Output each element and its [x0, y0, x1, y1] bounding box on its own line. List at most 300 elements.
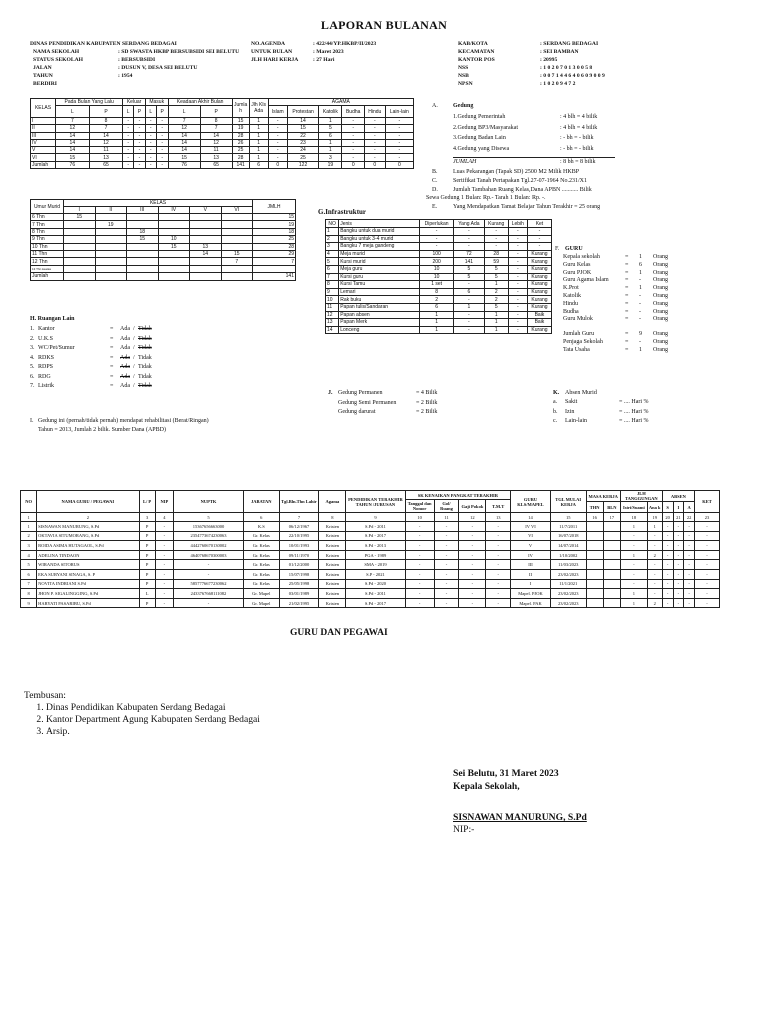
- infra-cell: 6: [454, 288, 485, 296]
- infra-cell: 2: [420, 296, 454, 304]
- guru-item-count: 1: [639, 269, 642, 276]
- ruangan-item-name: RDG: [38, 373, 51, 380]
- age-cell: 14: [190, 250, 222, 257]
- students-cell: III: [31, 132, 56, 139]
- col-sub: A: [684, 502, 695, 513]
- staff-cell: -: [405, 531, 434, 541]
- infra-cell: Rak buku: [339, 296, 420, 304]
- guru-item-count: -: [639, 316, 641, 323]
- absen-item: [553, 418, 703, 428]
- col-sub: Istri/Suami: [620, 502, 647, 513]
- col-religion: Islam: [268, 106, 287, 118]
- students-cell: 14: [287, 118, 318, 125]
- students-cell: 141: [232, 161, 249, 168]
- age-cell: 15: [221, 250, 253, 257]
- students-cell: -: [145, 139, 156, 146]
- ruangan-item-eq: =: [110, 345, 114, 351]
- jgedung-item: [338, 390, 498, 400]
- infra-cell: -: [508, 326, 527, 334]
- infra-cell: -: [527, 235, 551, 243]
- age-cell: [127, 265, 159, 272]
- infra-cell: 1: [326, 228, 339, 236]
- staff-cell: P: [139, 569, 155, 579]
- age-cell: [64, 243, 96, 250]
- age-row: [31, 221, 296, 228]
- students-cell: -: [268, 125, 287, 132]
- col-keluar: Keluar: [123, 99, 145, 106]
- infra-cell: -: [508, 250, 527, 258]
- col-agama: Agama: [319, 491, 346, 513]
- students-cell: -: [364, 154, 385, 161]
- students-table-wrap: [30, 98, 414, 169]
- infra-cell: Kurang: [527, 250, 551, 258]
- students-cell: -: [156, 125, 168, 132]
- col-religion: Protestan: [287, 106, 318, 118]
- gedung-label: A.: [432, 103, 438, 109]
- guru-pegawai-title: GURU DAN PEGAWAI: [290, 628, 388, 638]
- infra-row: [326, 303, 552, 311]
- ruangan-item-ada: Ada: [120, 326, 130, 332]
- staff-cell: -: [486, 589, 511, 599]
- staff-head-row: [21, 491, 720, 500]
- gedung-item-value: : 4 blh = 4 bilik: [560, 114, 598, 120]
- gedung-b-text: Luas Pekarangan (Tapak SD) 2500 M2 Milik HKBP: [453, 169, 580, 175]
- staff-cell: I: [511, 579, 551, 589]
- guru-item-eq: =: [625, 300, 629, 307]
- students-cell: 14: [168, 132, 200, 139]
- age-cell: [95, 250, 127, 257]
- students-cell: -: [145, 125, 156, 132]
- infra-cell: 1: [420, 326, 454, 334]
- infra-head-cell: Jenis: [339, 220, 420, 228]
- staff-cell: Gr. Kelas: [244, 531, 280, 541]
- students-cell: -: [364, 147, 385, 154]
- infra-cell: -: [508, 281, 527, 289]
- staff-cell: -: [459, 569, 486, 579]
- infra-cell: Kurang: [527, 281, 551, 289]
- staff-cell: -: [459, 550, 486, 560]
- staff-cell: SISNAWAN MANURUNG, S.Pd: [37, 522, 139, 532]
- students-cell: 0: [364, 161, 385, 168]
- students-cell: -: [134, 125, 146, 132]
- staff-cell: 14/07/2014: [550, 541, 586, 551]
- ruangan-item-ada: Ada: [120, 354, 130, 361]
- guru-item: [563, 254, 675, 262]
- staff-cell: 2: [647, 598, 662, 608]
- students-cell: 1: [249, 118, 268, 125]
- students-cell: -: [145, 161, 156, 168]
- students-cell: -: [145, 154, 156, 161]
- staff-cell: Gr. Mapel: [244, 589, 280, 599]
- staff-cell: [603, 541, 620, 551]
- header-value: : BERSUBSIDI: [118, 57, 156, 63]
- absen-item: [553, 399, 703, 409]
- sign-role: Kepala Sekolah,: [453, 781, 520, 792]
- students-cell: -: [156, 161, 168, 168]
- header-line: [30, 56, 177, 64]
- guru-item-name: Guru PJOK: [563, 269, 592, 276]
- students-row: [31, 147, 414, 154]
- staff-num-cell: 10: [405, 513, 434, 522]
- col-pendidikan: PENDIDIKAN TERAKHIR TAHUN /JURUSAN: [346, 491, 405, 513]
- col-akhir: Keadaan Akhir Bulan: [168, 99, 232, 106]
- staff-num-cell: 14: [511, 513, 551, 522]
- ruangan-item-name: U.K.S: [38, 335, 54, 342]
- staff-cell: -: [684, 560, 695, 570]
- infra-cell: 2: [484, 296, 508, 304]
- students-cell: 24: [287, 147, 318, 154]
- staff-cell: 2354773674230063: [173, 531, 243, 541]
- infra-cell: Kurang: [527, 258, 551, 266]
- students-row: [31, 139, 414, 146]
- staff-cell: -: [684, 579, 695, 589]
- jgedung-item-name: Gedung darurat: [338, 409, 376, 415]
- staff-cell: [586, 579, 603, 589]
- infra-cell: Kursi Tamu: [339, 281, 420, 289]
- students-cell: -: [268, 118, 287, 125]
- students-cell: 19: [319, 161, 342, 168]
- infra-cell: 200: [420, 258, 454, 266]
- age-cell: [64, 258, 96, 265]
- students-row: [31, 132, 414, 139]
- staff-cell: -: [684, 541, 695, 551]
- age-cell: [190, 265, 222, 272]
- students-cell: V: [31, 147, 56, 154]
- guru-item-eq: =: [625, 277, 629, 284]
- students-cell: -: [134, 139, 146, 146]
- staff-cell: -: [673, 550, 684, 560]
- infra-cell: 3: [326, 243, 339, 251]
- infra-cell: 11: [326, 303, 339, 311]
- absen-item-name: Izin: [565, 408, 575, 415]
- infra-head-cell: Kurang: [484, 220, 508, 228]
- staff-cell: -: [405, 579, 434, 589]
- guru-item-unit: Orang: [653, 346, 668, 353]
- staff-cell: [586, 560, 603, 570]
- age-cell: 15: [64, 214, 96, 221]
- infra-cell: Papan tulis/Sandaran: [339, 303, 420, 311]
- staff-cell: [586, 522, 603, 532]
- age-cell: [253, 265, 296, 272]
- staff-cell: 23/02/2023: [550, 589, 586, 599]
- staff-cell: -: [695, 598, 720, 608]
- infra-row: [326, 273, 552, 281]
- ruangan-item-eq: =: [110, 335, 114, 342]
- infra-cell: 4: [326, 250, 339, 258]
- staff-cell: V: [511, 541, 551, 551]
- col-p: P: [156, 106, 168, 118]
- header-label: NO.AGENDA: [251, 41, 286, 47]
- students-cell: 0: [268, 161, 287, 168]
- staff-cell: -: [405, 589, 434, 599]
- students-cell: -: [134, 132, 146, 139]
- students-cell: 15: [232, 118, 249, 125]
- staff-cell: -: [673, 579, 684, 589]
- infra-cell: 100: [420, 250, 454, 258]
- students-cell: 19: [232, 125, 249, 132]
- absen-item-no: c.: [553, 418, 558, 424]
- staff-cell: 3: [21, 541, 37, 551]
- age-cell: [158, 214, 190, 221]
- staff-cell: -: [459, 598, 486, 608]
- infra-cell: 1: [454, 303, 485, 311]
- infra-cell: -: [527, 228, 551, 236]
- col-class: VI: [221, 207, 253, 214]
- age-cell: [158, 250, 190, 257]
- infra-cell: -: [484, 243, 508, 251]
- staff-cell: -: [673, 541, 684, 551]
- col-nuptk: NUPTK: [173, 491, 243, 513]
- staff-cell: -: [684, 522, 695, 532]
- students-cell: 1: [319, 139, 342, 146]
- staff-cell: Kristen: [319, 560, 346, 570]
- col-gol: Gol/ Ruang: [434, 500, 459, 513]
- staff-cell: JHON P. SIGALINGGING, S.Pd: [37, 589, 139, 599]
- staff-cell: -: [155, 522, 173, 532]
- absen-item-value: = .... Hari %: [619, 418, 649, 424]
- students-cell: 7: [56, 118, 90, 125]
- staff-cell: 01/12/2000: [279, 560, 319, 570]
- students-cell: 14: [56, 139, 90, 146]
- staff-cell: -: [662, 541, 673, 551]
- col-no: NO: [21, 491, 37, 513]
- header-value: : 1 0 2 0 7 0 1 3 0 0 5 8: [540, 65, 593, 71]
- staff-cell: -: [155, 569, 173, 579]
- rehab-section: [30, 418, 330, 433]
- staff-cell: -: [673, 589, 684, 599]
- infra-head-cell: Ket: [527, 220, 551, 228]
- staff-cell: -: [155, 589, 173, 599]
- infra-cell: Bangku untuk dua murid: [339, 228, 420, 236]
- staff-cell: S.Pd - 2011: [346, 589, 405, 599]
- age-cell: [127, 243, 159, 250]
- infra-cell: -: [508, 288, 527, 296]
- students-cell: 1: [249, 139, 268, 146]
- infra-cell: 28: [484, 250, 508, 258]
- age-cell: [64, 228, 96, 235]
- staff-cell: 10/01/1993: [279, 541, 319, 551]
- infra-cell: 5: [326, 258, 339, 266]
- header-value: : SERDANG BEDAGAI: [540, 41, 599, 47]
- age-table: [30, 199, 296, 281]
- staff-cell: -: [673, 522, 684, 532]
- header-label: KECAMATAN: [458, 49, 495, 55]
- staff-cell: [586, 531, 603, 541]
- infra-cell: 10: [420, 265, 454, 273]
- staff-cell: 5: [21, 560, 37, 570]
- age-cell: 18: [253, 228, 296, 235]
- staff-num-cell: 18: [620, 513, 647, 522]
- header-school-info: [30, 40, 240, 88]
- guru-item-name: Guru Agama Islam: [563, 277, 609, 284]
- age-row: [31, 236, 296, 243]
- students-cell: 1: [249, 132, 268, 139]
- ruangan-item: [30, 374, 230, 384]
- guru-item: [563, 262, 675, 270]
- staff-cell: SMA - 2019: [346, 560, 405, 570]
- ruangan-item-tidak: Tidak: [138, 364, 152, 370]
- staff-num-cell: 2: [37, 513, 139, 522]
- guru-item-eq: =: [625, 254, 629, 260]
- gedung-title: Gedung: [453, 103, 474, 109]
- students-cell: 8: [89, 118, 123, 125]
- students-cell: 28: [232, 154, 249, 161]
- infra-cell: -: [454, 235, 485, 243]
- absen-item-no: a.: [553, 399, 558, 405]
- staff-cell: Kristen: [319, 579, 346, 589]
- infra-cell: Baik: [527, 311, 551, 319]
- staff-row: [21, 550, 720, 560]
- age-cell: [64, 265, 96, 272]
- age-cell: [95, 228, 127, 235]
- col-class: III: [127, 207, 159, 214]
- staff-cell: P: [139, 560, 155, 570]
- infra-cell: 2: [484, 288, 508, 296]
- staff-num-cell: 15: [550, 513, 586, 522]
- col-absen: ABSEN: [662, 491, 694, 502]
- age-cell: 19: [95, 221, 127, 228]
- staff-cell: 2: [647, 550, 662, 560]
- staff-cell: -: [647, 569, 662, 579]
- staff-num-cell: 17: [603, 513, 620, 522]
- col-masuk: Masuk: [145, 99, 168, 106]
- infra-cell: 13: [326, 319, 339, 327]
- infra-cell: -: [454, 296, 485, 304]
- col-kelas: KELAS: [64, 200, 253, 207]
- ruangan-item: [30, 364, 230, 374]
- age-cell: 11 Thn: [31, 250, 64, 257]
- ruangan-item-tidak: Tidak: [138, 373, 152, 380]
- jgedung-item-value: = 2 Bilik: [416, 409, 438, 415]
- students-head-row: [31, 106, 414, 118]
- staff-cell: Kristen: [319, 531, 346, 541]
- staff-cell: -: [673, 598, 684, 608]
- infra-cell: Kursi murid: [339, 258, 420, 266]
- students-cell: -: [145, 132, 156, 139]
- staff-cell: -: [695, 541, 720, 551]
- students-cell: 28: [232, 132, 249, 139]
- students-cell: 65: [200, 161, 232, 168]
- staff-num-cell: 13: [486, 513, 511, 522]
- gedung-item-name: 4.Gedung yang Disewa: [453, 145, 510, 152]
- staff-cell: Gr. Kelas: [244, 560, 280, 570]
- age-row: [31, 214, 296, 221]
- header-line: [30, 64, 198, 72]
- absen-item-no: b.: [553, 408, 558, 415]
- infra-cell: Kurang: [527, 296, 551, 304]
- signature-name-block: [453, 812, 587, 836]
- col-class: II: [95, 207, 127, 214]
- students-cell: -: [385, 139, 413, 146]
- col-p: P: [134, 106, 146, 118]
- age-cell: [158, 228, 190, 235]
- staff-cell: 8: [21, 589, 37, 599]
- header-value: : 422/44/YP.HKBP/II/2023: [313, 41, 377, 47]
- ruangan-item-eq: =: [110, 354, 114, 361]
- staff-cell: 15/07/1998: [279, 569, 319, 579]
- staff-cell: -: [673, 560, 684, 570]
- students-cell: 6: [249, 161, 268, 168]
- infra-cell: -: [508, 243, 527, 251]
- col-class: V: [190, 207, 222, 214]
- ruangan-item: [30, 336, 230, 346]
- students-cell: 8: [200, 118, 232, 125]
- col-awal: Pada Bulan Yang Lalu: [56, 99, 123, 106]
- tembusan-title: Tembusan:: [24, 690, 66, 701]
- staff-cell: 06/12/1967: [279, 522, 319, 532]
- ruangan-item-sep: /: [133, 373, 135, 380]
- staff-cell: -: [405, 560, 434, 570]
- header-value: : 1 0 2 0 9 4 7 2: [540, 81, 576, 87]
- staff-cell: -: [695, 531, 720, 541]
- guru-item-unit: Orang: [653, 331, 668, 338]
- students-cell: -: [364, 125, 385, 132]
- staff-cell: P: [139, 579, 155, 589]
- age-cell: [64, 250, 96, 257]
- staff-cell: EKA SURYANI SINAGA, S. P: [37, 569, 139, 579]
- staff-cell: [603, 531, 620, 541]
- infra-cell: 72: [454, 250, 485, 258]
- ruangan-item-eq: =: [110, 373, 114, 380]
- students-cell: 12: [200, 139, 232, 146]
- staff-cell: -: [662, 569, 673, 579]
- age-cell: 15: [127, 236, 159, 243]
- age-cell: [221, 273, 253, 280]
- staff-cell: -: [647, 589, 662, 599]
- staff-row: [21, 541, 720, 551]
- age-cell: [95, 265, 127, 272]
- gedung-section: [426, 103, 672, 213]
- students-cell: 14: [200, 132, 232, 139]
- guru-item: [563, 301, 675, 309]
- students-cell: -: [123, 118, 134, 125]
- absen-label: K.: [553, 390, 560, 396]
- students-cell: 1: [319, 147, 342, 154]
- age-cell: 13: [190, 243, 222, 250]
- staff-cell: -: [647, 531, 662, 541]
- students-cell: IV: [31, 139, 56, 146]
- gedung-item: [453, 114, 672, 125]
- staff-cell: -: [684, 550, 695, 560]
- ruangan-item: [30, 326, 230, 336]
- infra-cell: -: [454, 311, 485, 319]
- staff-cell: PGA - 1989: [346, 550, 405, 560]
- ruangan-item-ada: Ada: [120, 364, 130, 370]
- students-cell: 23: [287, 139, 318, 146]
- guru-item-unit: Orang: [653, 277, 668, 284]
- staff-cell: -: [173, 560, 243, 570]
- infra-cell: -: [508, 273, 527, 281]
- staff-cell: -: [684, 531, 695, 541]
- students-head-row: [31, 99, 414, 106]
- age-cell: 8 Thn: [31, 228, 64, 235]
- staff-cell: 15367656663000: [173, 522, 243, 532]
- staff-cell: -: [459, 579, 486, 589]
- ruangan-item-tidak: Tidak: [138, 354, 152, 361]
- students-cell: 1: [249, 147, 268, 154]
- jgedung-item-value: = 4 Bilik: [416, 390, 438, 396]
- staff-cell: -: [155, 579, 173, 589]
- col-umur: Umur Murid: [31, 200, 64, 214]
- staff-cell: -: [405, 598, 434, 608]
- age-cell: [95, 243, 127, 250]
- age-cell: 28: [253, 243, 296, 250]
- staff-cell: -: [662, 560, 673, 570]
- staff-cell: -: [620, 579, 647, 589]
- staff-cell: Gr. Kelas: [244, 541, 280, 551]
- infra-cell: 10: [420, 273, 454, 281]
- col-jmlh: JMLH: [253, 200, 296, 214]
